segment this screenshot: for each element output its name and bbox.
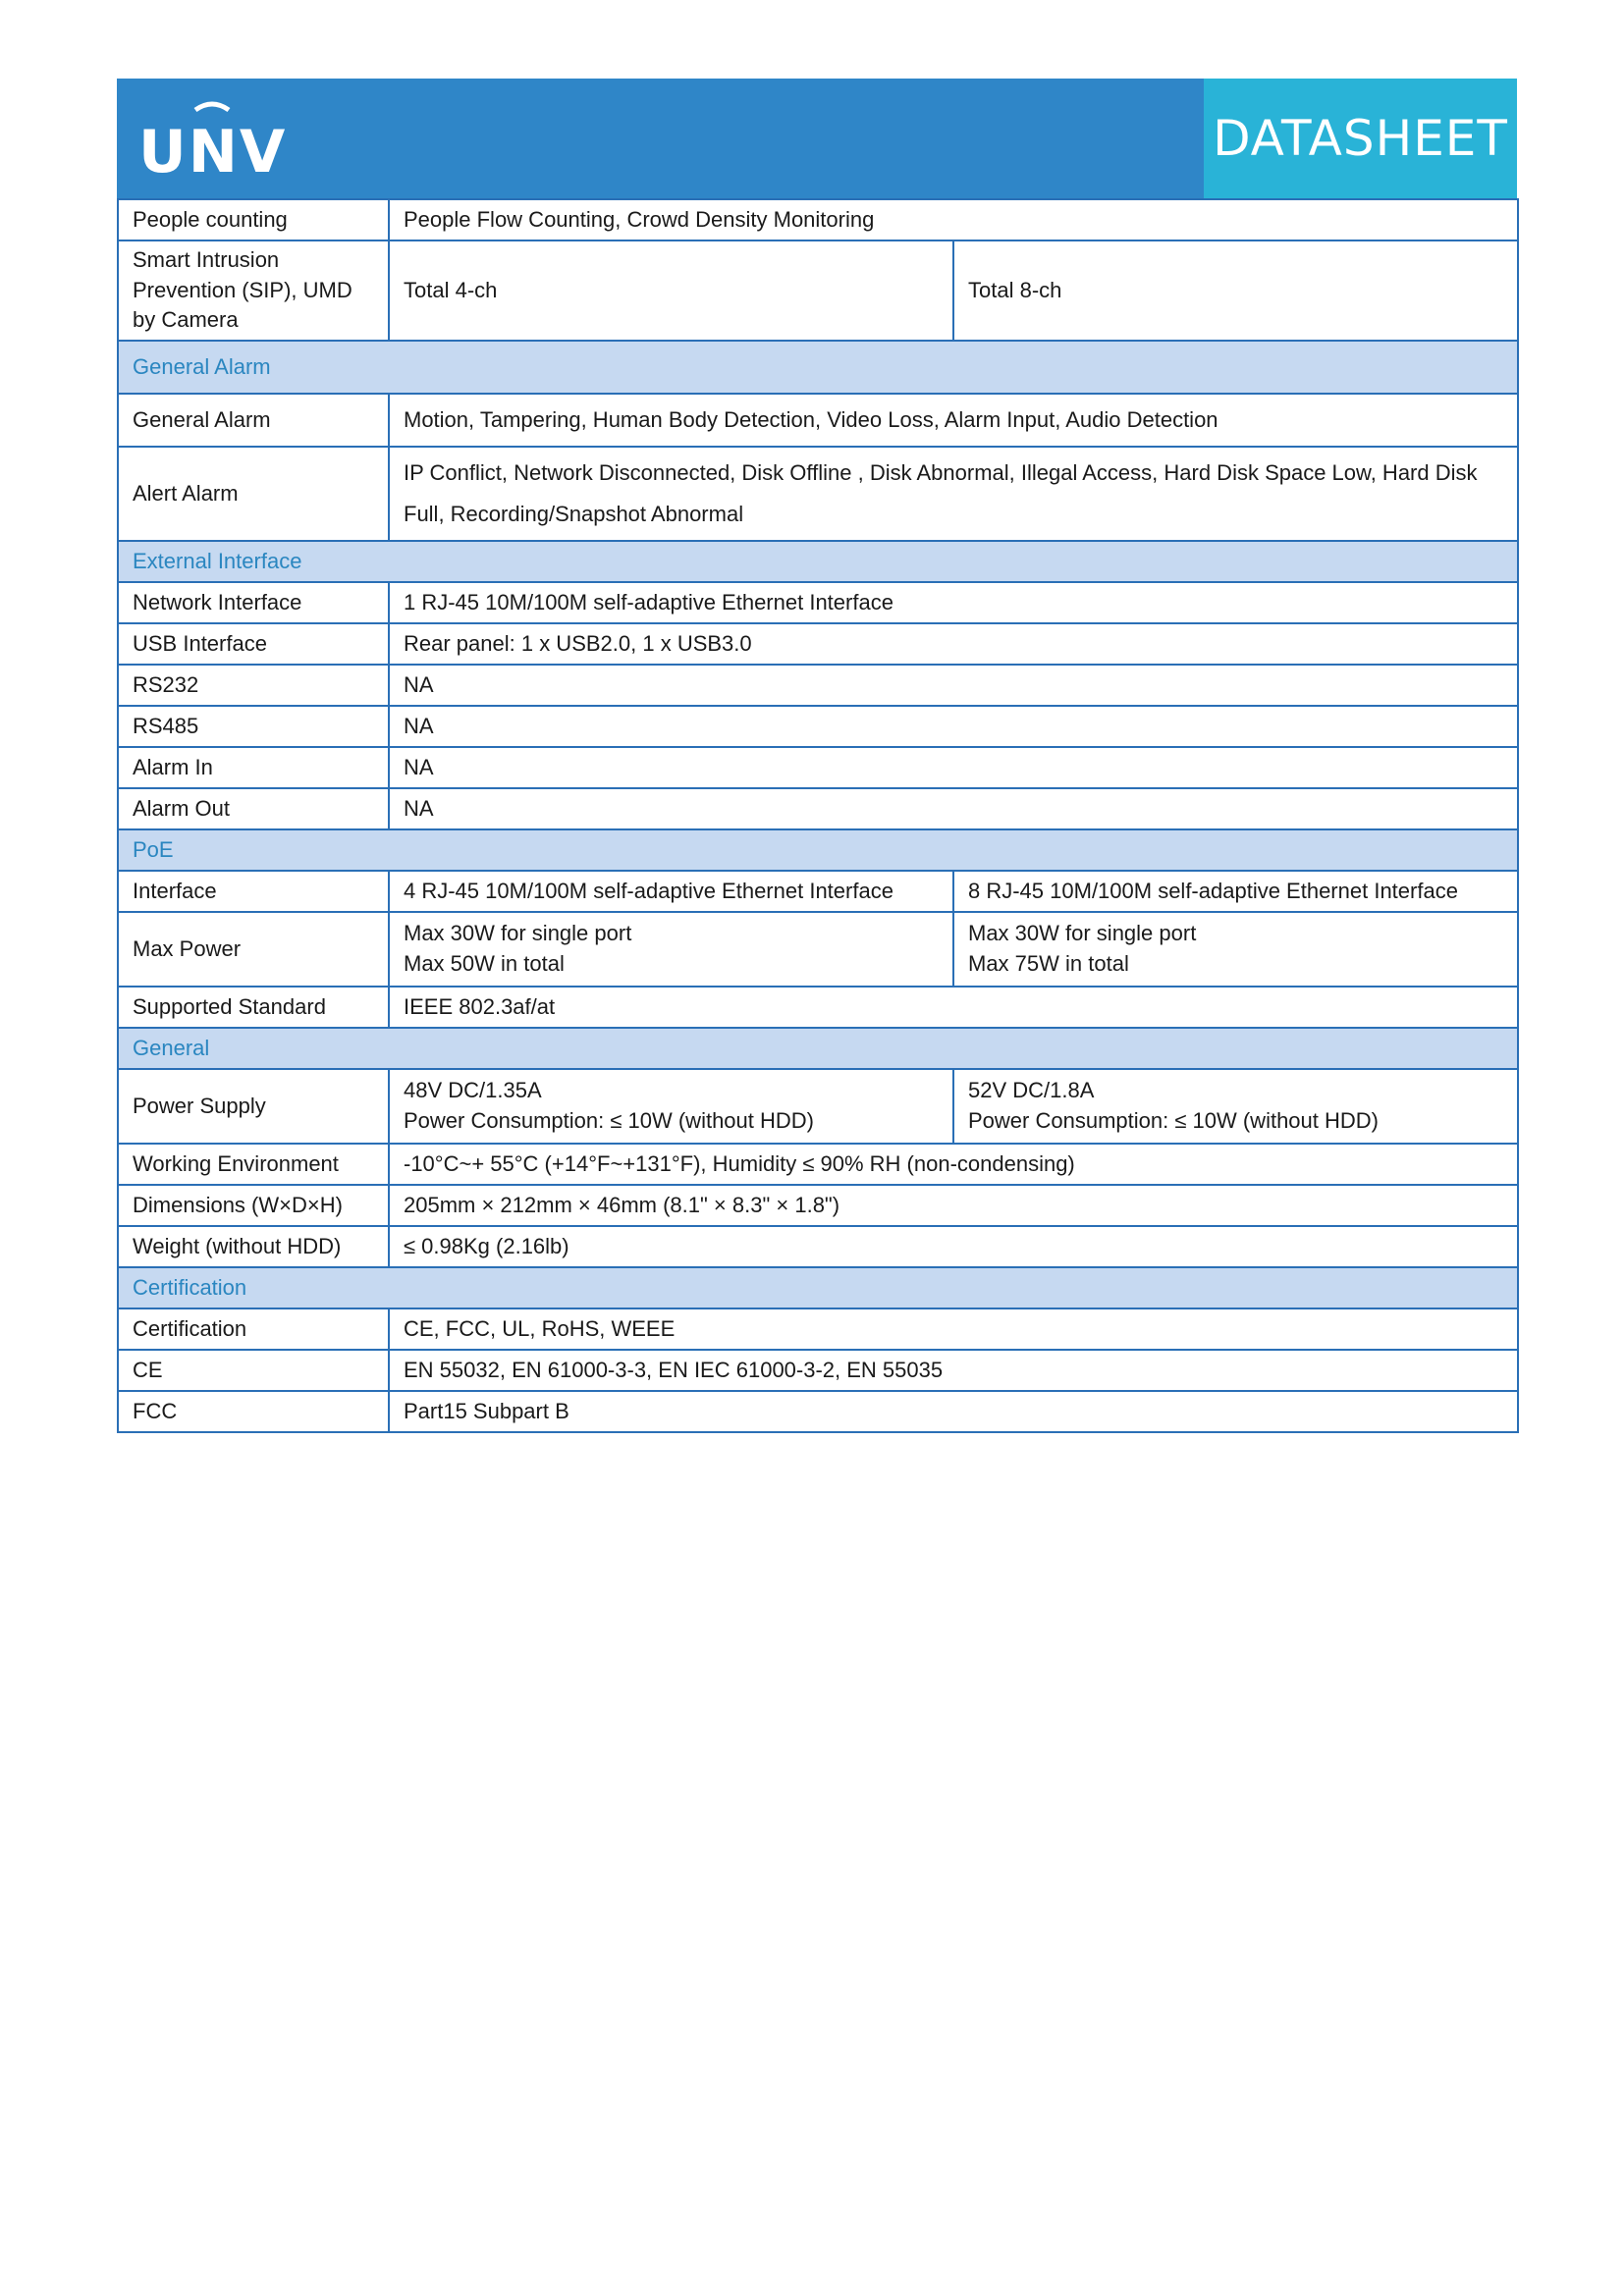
- row-label: Alarm In: [118, 747, 389, 788]
- row-value: CE, FCC, UL, RoHS, WEEE: [389, 1308, 1518, 1350]
- table-row: [118, 1144, 1518, 1185]
- row-value: NA: [389, 747, 1518, 788]
- row-label: USB Interface: [118, 623, 389, 665]
- row-value-8ch: [953, 912, 1518, 987]
- table-row: [118, 788, 1518, 829]
- section-header: [118, 1267, 1518, 1308]
- section-title: General Alarm: [118, 341, 1518, 394]
- row-label: General Alarm: [118, 394, 389, 447]
- section-title: External Interface: [118, 541, 1518, 582]
- row-value: NA: [389, 706, 1518, 747]
- table-row: [118, 1391, 1518, 1432]
- value-line: 52V DC/1.8A: [968, 1078, 1095, 1103]
- row-label: Smart Intrusion Prevention (SIP), UMD by Camera: [118, 240, 389, 341]
- row-value: NA: [389, 665, 1518, 706]
- table-row: [118, 747, 1518, 788]
- row-value: Motion, Tampering, Human Body Detection, Video Loss, Alarm Input, Audio Detection: [389, 394, 1518, 447]
- row-value: Part15 Subpart B: [389, 1391, 1518, 1432]
- row-value-4ch: 4 RJ-45 10M/100M self-adaptive Ethernet Interface: [389, 871, 953, 912]
- row-value: EN 55032, EN 61000-3-3, EN IEC 61000-3-2, EN 55035: [389, 1350, 1518, 1391]
- value-line: Max 75W in total: [968, 951, 1129, 976]
- table-row: [118, 1226, 1518, 1267]
- row-value: 1 RJ-45 10M/100M self-adaptive Ethernet Interface: [389, 582, 1518, 623]
- row-value-8ch: Total 8-ch: [953, 240, 1518, 341]
- value-line: Max 30W for single port: [968, 921, 1197, 946]
- value-line: Power Consumption: ≤ 10W (without HDD): [968, 1108, 1379, 1133]
- table-row: [118, 912, 1518, 987]
- section-header: [118, 829, 1518, 871]
- table-row: [118, 394, 1518, 447]
- spec-table: [117, 198, 1519, 1433]
- row-label: People counting: [118, 199, 389, 240]
- table-row: [118, 199, 1518, 240]
- row-label: Interface: [118, 871, 389, 912]
- table-row: [118, 582, 1518, 623]
- section-title: PoE: [118, 829, 1518, 871]
- row-label: FCC: [118, 1391, 389, 1432]
- datasheet-badge-text: DATASHEET: [1213, 110, 1508, 167]
- row-value: NA: [389, 788, 1518, 829]
- table-row: [118, 706, 1518, 747]
- row-value: Rear panel: 1 x USB2.0, 1 x USB3.0: [389, 623, 1518, 665]
- row-value: IP Conflict, Network Disconnected, Disk Offline , Disk Abnormal, Illegal Access, Hard Disk Space Low, Hard Disk Full, Recording/Snapshot Abnormal: [389, 447, 1518, 541]
- section-title: Certification: [118, 1267, 1518, 1308]
- row-value-4ch: Total 4-ch: [389, 240, 953, 341]
- table-row: [118, 1069, 1518, 1144]
- row-label: Alarm Out: [118, 788, 389, 829]
- row-value: ≤ 0.98Kg (2.16lb): [389, 1226, 1518, 1267]
- row-label: CE: [118, 1350, 389, 1391]
- row-value-8ch: [953, 1069, 1518, 1144]
- section-title: General: [118, 1028, 1518, 1069]
- value-line: 48V DC/1.35A: [404, 1078, 542, 1103]
- page-header: [117, 79, 1517, 198]
- value-line: Max 30W for single port: [404, 921, 632, 946]
- section-header: [118, 541, 1518, 582]
- row-value-8ch: 8 RJ-45 10M/100M self-adaptive Ethernet Interface: [953, 871, 1518, 912]
- row-label: Weight (without HDD): [118, 1226, 389, 1267]
- row-label: Supported Standard: [118, 987, 389, 1028]
- row-value: IEEE 802.3af/at: [389, 987, 1518, 1028]
- value-line: Power Consumption: ≤ 10W (without HDD): [404, 1108, 814, 1133]
- logo-text: UNV: [138, 118, 288, 187]
- table-row: [118, 1308, 1518, 1350]
- row-label: Dimensions (W×D×H): [118, 1185, 389, 1226]
- row-value: -10°C~+ 55°C (+14°F~+131°F), Humidity ≤ 90% RH (non-condensing): [389, 1144, 1518, 1185]
- row-value-4ch: [389, 912, 953, 987]
- table-row: [118, 240, 1518, 341]
- table-row: [118, 1350, 1518, 1391]
- table-row: [118, 1185, 1518, 1226]
- row-label: Alert Alarm: [118, 447, 389, 541]
- row-label: Working Environment: [118, 1144, 389, 1185]
- row-label: Power Supply: [118, 1069, 389, 1144]
- datasheet-badge: [1204, 79, 1517, 198]
- row-label: RS232: [118, 665, 389, 706]
- value-line: Max 50W in total: [404, 951, 565, 976]
- row-value-4ch: [389, 1069, 953, 1144]
- row-label: Certification: [118, 1308, 389, 1350]
- row-label: Network Interface: [118, 582, 389, 623]
- row-label: Max Power: [118, 912, 389, 987]
- table-row: [118, 871, 1518, 912]
- section-header: [118, 1028, 1518, 1069]
- row-label: RS485: [118, 706, 389, 747]
- row-value: People Flow Counting, Crowd Density Monitoring: [389, 199, 1518, 240]
- row-value: 205mm × 212mm × 46mm (8.1" × 8.3" × 1.8"): [389, 1185, 1518, 1226]
- table-row: [118, 987, 1518, 1028]
- table-row: [118, 665, 1518, 706]
- unv-logo: [138, 96, 286, 185]
- table-row: [118, 447, 1518, 541]
- table-row: [118, 623, 1518, 665]
- section-header: [118, 341, 1518, 394]
